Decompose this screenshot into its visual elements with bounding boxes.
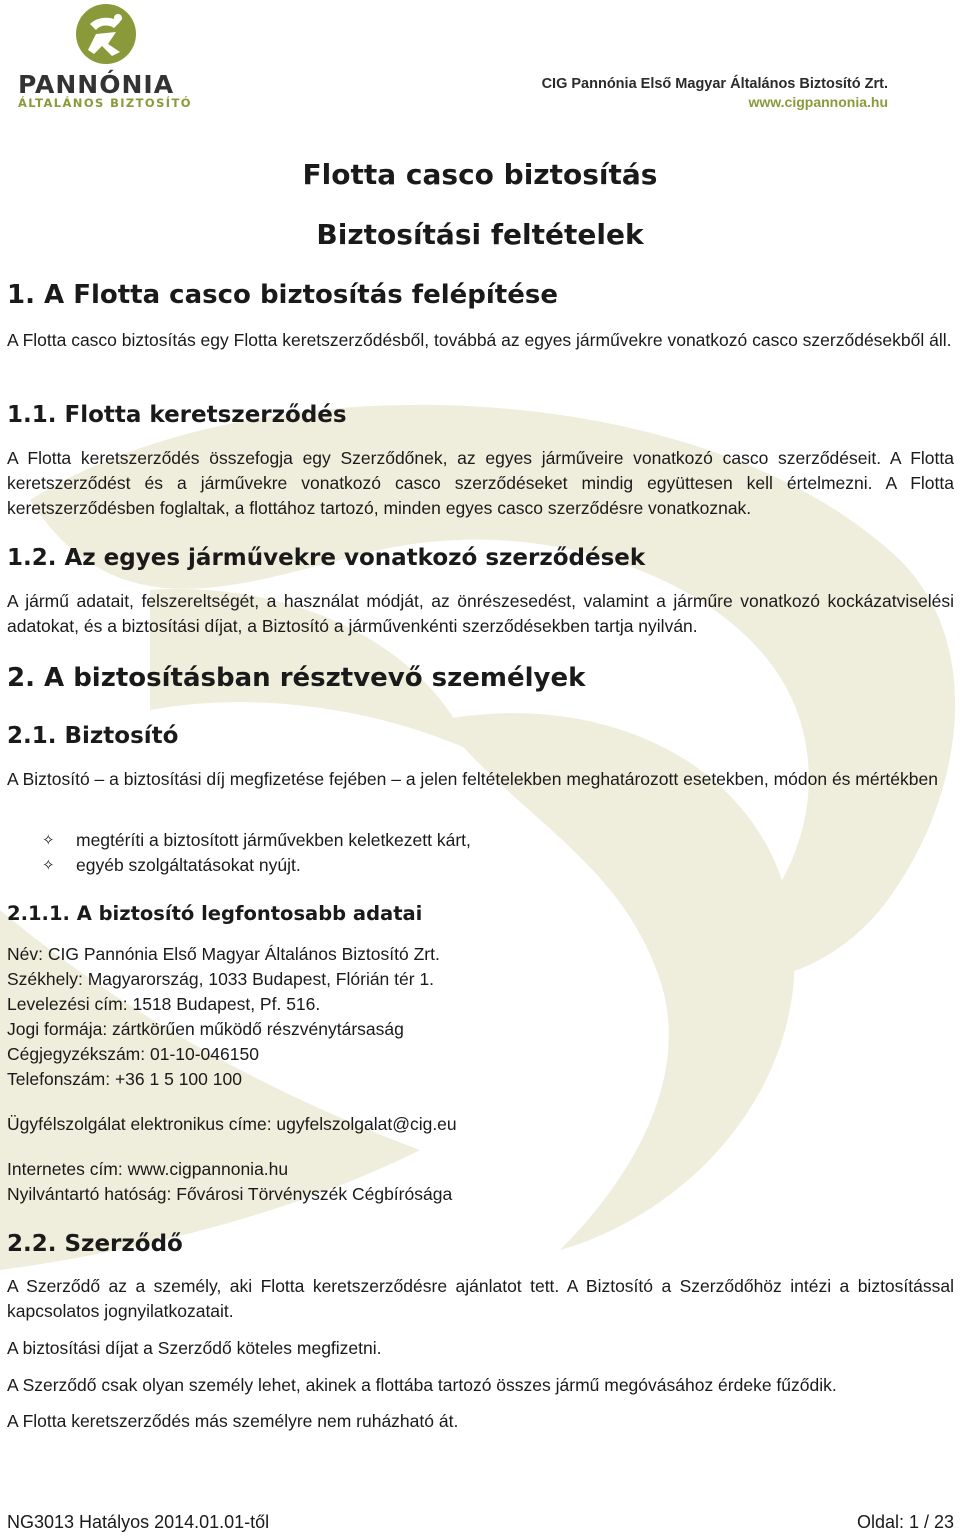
insurer-registry-line: Cégjegyzékszám: 01-10-046150	[7, 1044, 259, 1064]
logo-brand-text: PANNÓNIA	[18, 70, 175, 99]
list-item	[42, 853, 954, 878]
section-1-heading: 1. A Flotta casco biztosítás felépítése	[7, 280, 558, 310]
insurer-seat-line: Székhely: Magyarország, 1033 Budapest, Flórián tér 1.	[7, 969, 435, 989]
insurer-web-line: Internetes cím: www.cigpannonia.hu	[7, 1159, 289, 1179]
insurer-legal-form-line: Jogi formája: zártkörűen működő részvénytársaság	[7, 1019, 404, 1039]
insurer-email-line: Ügyfélszolgálat elektronikus címe: ugyfelszolgalat@cig.eu	[7, 1114, 457, 1134]
section-1-2-text: A jármű adatait, felszereltségét, a használat módját, az önrészesedést, valamint a járműre vonatkozó kockázatviselési adatokat, és a biztosítási díjat, a Biztosító a járművenkénti szerződésekben tartja nyilván.	[7, 591, 954, 636]
section-2-2-paragraph-2: A biztosítási díjat a Szerződő köteles megfizetni.	[7, 1338, 382, 1358]
section-2-2-paragraph-4: A Flotta keretszerződés más személyre nem ruházható át.	[7, 1411, 459, 1431]
section-1-1-text: A Flotta keretszerződés összefogja egy Szerződőnek, az egyes járműveire vonatkozó casco szerződéseit. A Flotta keretszerződést és a járművekre vonatkozó casco szerződéseket mindig együttesen kell értelmezni. A Flotta keretszerződésben foglaltak, a flottához tartozó, minden egyes casco szerződésre vonatkoznak.	[7, 448, 954, 518]
bullet-triangle-icon: ✧	[42, 857, 55, 874]
list-item	[42, 828, 954, 853]
footer-document-code: NG3013 Hatályos 2014.01.01-től	[7, 1512, 270, 1532]
logo-subtitle-text: ÁLTALÁNOS BIZTOSÍTÓ	[18, 96, 192, 110]
section-2-1-text: A Biztosító – a biztosítási díj megfizetése fejében – a jelen feltételekben meghatározott esetekben, módon és mértékben	[7, 769, 938, 789]
insurer-mailing-line: Levelezési cím: 1518 Budapest, Pf. 516.	[7, 994, 321, 1014]
footer-page-number: Oldal: 1 / 23	[856, 1512, 954, 1532]
list-item-text: egyéb szolgáltatásokat nyújt.	[76, 855, 301, 875]
company-website-link[interactable]: www.cigpannonia.hu	[748, 94, 888, 110]
company-name: CIG Pannónia Első Magyar Általános Biztosító Zrt.	[541, 76, 888, 92]
section-2-2-heading: 2.2. Szerződő	[7, 1231, 183, 1257]
section-2-2-paragraph-3: A Szerződő csak olyan személy lehet, akinek a flottába tartozó összes jármű megóvásához érdeke fűződik.	[7, 1375, 837, 1395]
insurer-name-line: Név: CIG Pannónia Első Magyar Általános Biztosító Zrt.	[7, 944, 440, 964]
section-1-2-heading: 1.2. Az egyes járművekre vonatkozó szerződések	[7, 545, 646, 571]
document-title: Flotta casco biztosítás	[302, 158, 658, 191]
section-1-1-heading: 1.1. Flotta keretszerződés	[7, 402, 347, 428]
list-item-text: megtéríti a biztosított járművekben keletkezett kárt,	[76, 830, 471, 850]
section-2-1-1-heading: 2.1.1. A biztosító legfontosabb adatai	[7, 902, 423, 925]
section-2-heading: 2. A biztosításban résztvevő személyek	[7, 663, 586, 693]
section-2-1-heading: 2.1. Biztosító	[7, 723, 179, 749]
insurer-phone-line: Telefonszám: +36 1 5 100 100	[7, 1069, 242, 1089]
company-info	[542, 76, 888, 110]
section-2-2-paragraph-1: A Szerződő az a személy, aki Flotta keretszerződésre ajánlatot tett. A Biztosító a Szerződőhöz intézi a biztosítással kapcsolatos jognyilatkozatait.	[7, 1276, 954, 1321]
insurer-services-list	[42, 828, 954, 878]
section-1-text: A Flotta casco biztosítás egy Flotta keretszerződésből, továbbá az egyes járművekre vonatkozó casco szerződésekből áll.	[7, 330, 952, 350]
insurer-authority-line: Nyilvántartó hatóság: Fővárosi Törvényszék Cégbírósága	[7, 1184, 453, 1204]
document-subtitle: Biztosítási feltételek	[316, 218, 644, 251]
bullet-triangle-icon: ✧	[42, 832, 55, 849]
